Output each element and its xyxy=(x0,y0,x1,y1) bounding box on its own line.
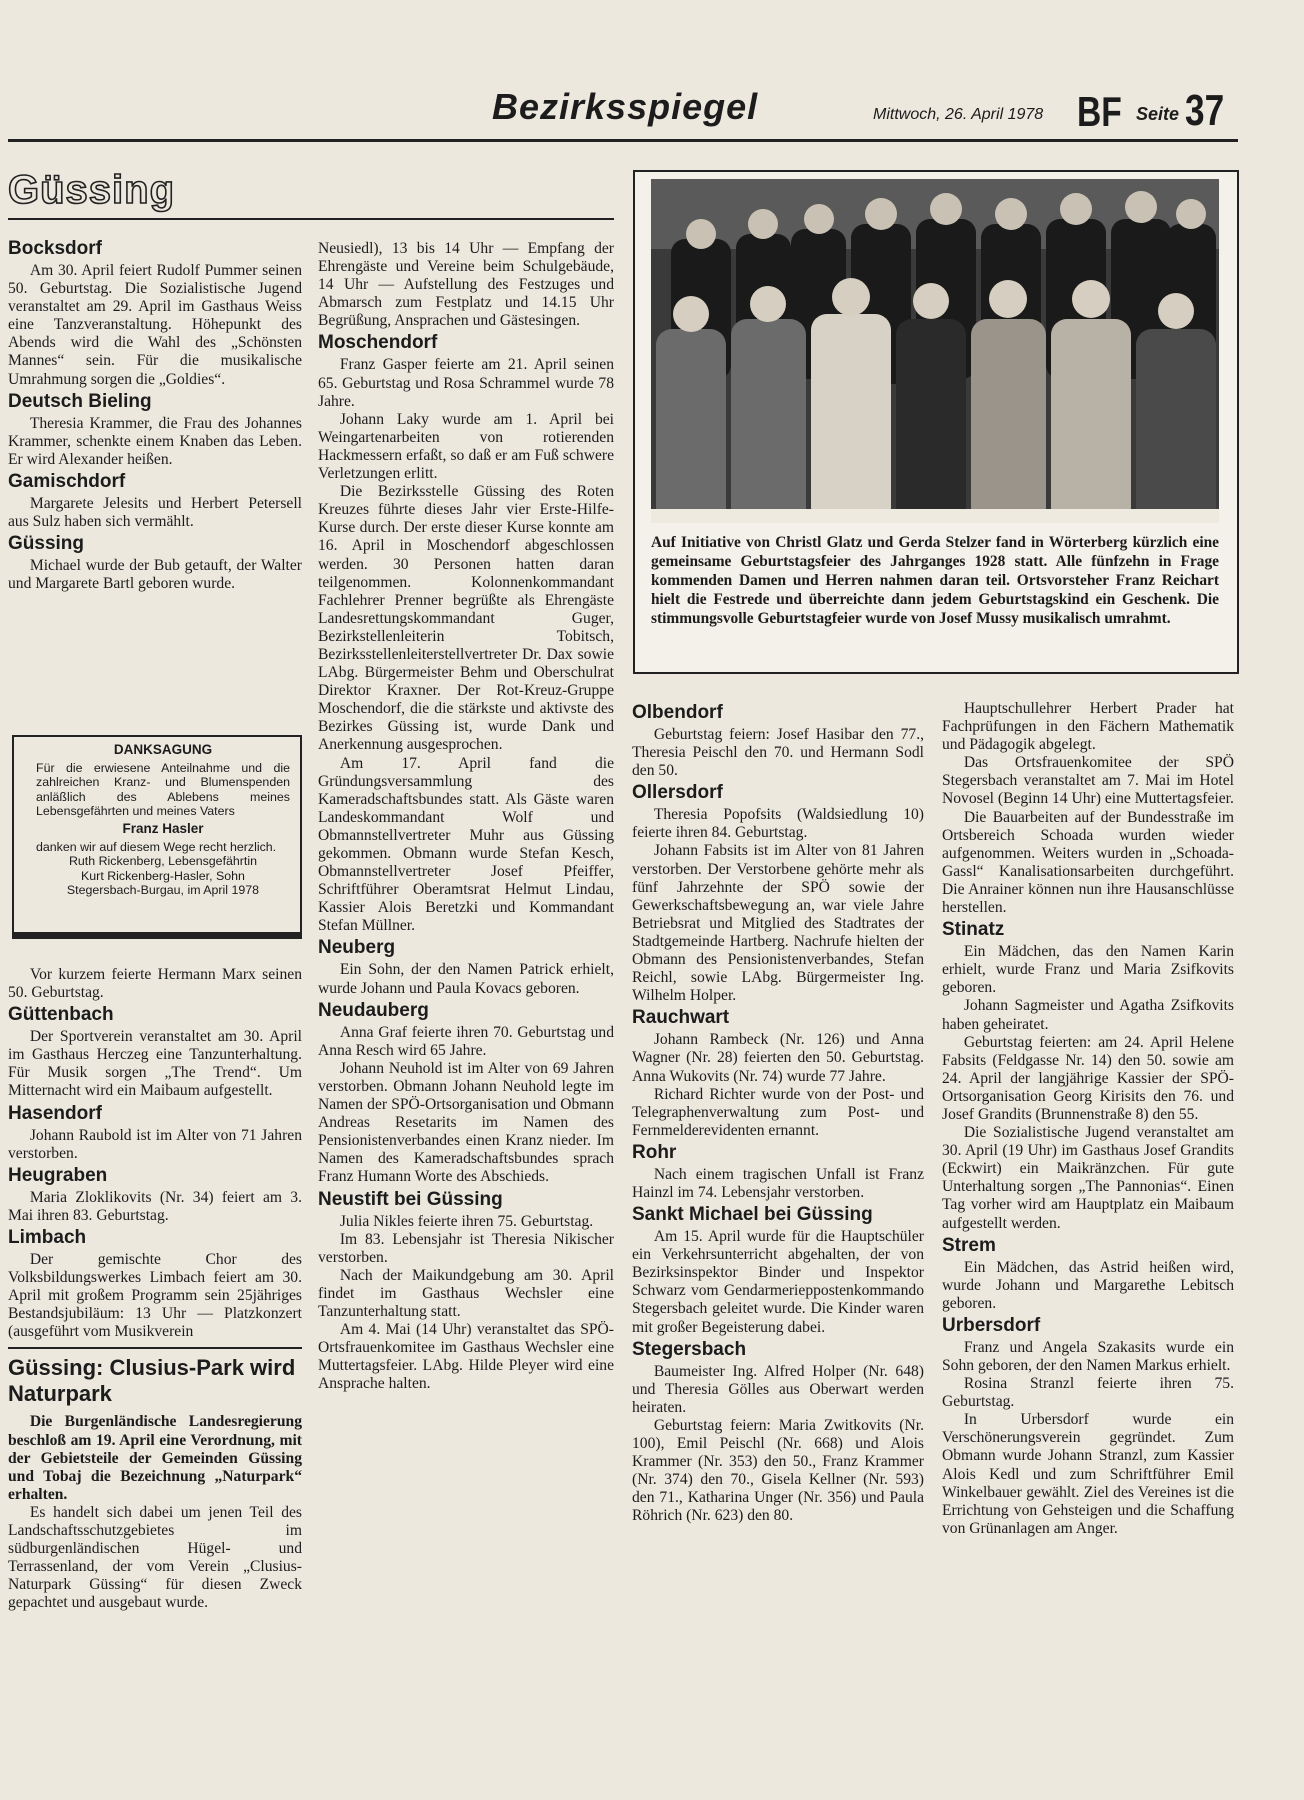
article-moschendorf-1: Franz Gasper feierte am 21. April seinen 65. Geburtstag und Rosa Schrammel wurde 78 Jahre. xyxy=(318,356,614,410)
article-stegersbach-1: Baumeister Ing. Alfred Holper (Nr. 648) und Theresia Gölles aus Oberwart werden heiraten. xyxy=(632,1362,924,1416)
article-stinatz-1: Ein Mädchen, das den Namen Karin erhielt, wurde Franz und Maria Zsifkovits geboren. xyxy=(942,943,1234,997)
column-3 xyxy=(632,700,924,1525)
heading-rohr: Rohr xyxy=(632,1141,677,1163)
article-stinatz-3: Geburtstag feierten: am 24. April Helene Fabsits (Feldgasse Nr. 14) den 50. sowie am 24. April der langjährige Kassier der SPÖ-Ortsorganisation Georg Kirisits den 76. und Josef Grandits (Brunnenstraße 8) den 55. xyxy=(942,1033,1234,1123)
heading-guessing: Güssing xyxy=(8,533,85,555)
article-gamischdorf: Margarete Jelesits und Herbert Petersell aus Sulz haben sich vermählt. xyxy=(8,494,302,531)
danksagung-title: DANKSAGUNG xyxy=(113,742,213,757)
heading-gamischdorf: Gamischdorf xyxy=(8,470,126,492)
article-rauchwart-2: Richard Richter wurde von der Post- und Telegraphenverwaltung zum Post- und Fernmelderevidenten ernannt. xyxy=(632,1085,924,1139)
article-heugraben: Maria Zloklikovits (Nr. 34) feiert am 3. Mai ihren 83. Geburtstag. xyxy=(8,1188,302,1224)
page-number: 37 xyxy=(1185,86,1225,135)
heading-neustift: Neustift bei Güssing xyxy=(318,1188,503,1210)
heading-neuberg: Neuberg xyxy=(318,937,396,959)
heading-hasendorf: Hasendorf xyxy=(8,1102,102,1124)
heading-moschendorf: Moschendorf xyxy=(318,332,438,354)
article-rohr: Nach einem tragischen Unfall ist Franz Hainzl im 74. Lebensjahr verstorben. xyxy=(632,1165,924,1201)
headline-naturpark: Güssing: Clusius-Park wird Naturpark xyxy=(8,1355,296,1407)
heading-ollersdorf: Ollersdorf xyxy=(632,782,723,804)
headline-rule xyxy=(8,1347,302,1349)
article-olbendorf: Geburtstag feiern: Josef Hasibar den 77., Theresia Peischl den 70. und Hermann Sodl den 50. xyxy=(632,726,924,780)
section-title: Güssing xyxy=(8,168,176,212)
newspaper-logo: BF xyxy=(1077,88,1122,135)
article-moschendorf-3: Die Bezirksstelle Güssing des Roten Kreuzes führte dieses Jahr vier Erste-Hilfe-Kurse durch. Der erste dieser Kurse konnte am 16. April in Moschendorf abgeschlossen werden. 30 Personen hatten daran teilgenommen. Kolonnenkommandant Fachlehrer Prenner begrüßte als Ehrengäste Landesrettungskommandant Guger, Bezirkstellenleiterin Tobitsch, Bezirksstellenleiterstellvertreter Dr. Dax sowie LAbg. Bürgermeister Behm und Oberschulrat Direktor Kraxner. Der Rot-Kreuz-Gruppe Moschendorf, die die stärkste und aktivste des Bezirkes Güssing ist, wurde Dank und Anerkennung ausgesprochen. xyxy=(318,483,614,754)
column-1-upper xyxy=(8,236,302,593)
heading-stegersbach: Stegersbach xyxy=(632,1338,747,1360)
issue-date: Mittwoch, 26. April 1978 xyxy=(873,106,1044,123)
heading-urbersdorf: Urbersdorf xyxy=(942,1314,1041,1336)
article-ollersdorf-1: Theresia Popofsits (Waldsiedlung 10) feierte ihren 84. Geburtstag. xyxy=(632,806,924,842)
article-bauarbeiten: Die Bauarbeiten auf der Bundesstraße im Ortsbereich Schoada wurden wieder aufgenommen. Weiters wurden in „Schoada-Gassl“ Kanalisationsarbeiten durchgeführt. Die Anrainer können nun ihre Hausanschlüsse herstellen. xyxy=(942,808,1234,917)
heading-deutsch-bieling: Deutsch Bieling xyxy=(8,390,152,412)
article-guettenbach: Der Sportverein veranstaltet am 30. April im Gasthaus Herczeg eine Tanzunterhaltung. Für Musik sorgen „The Trend“. Um Mitternacht wird ein Maibaum aufgestellt. xyxy=(8,1028,302,1100)
section-title-rule xyxy=(8,218,614,220)
danksagung-signature-3: Stegersbach-Burgau, im April 1978 xyxy=(66,882,260,897)
heading-heugraben: Heugraben xyxy=(8,1164,108,1186)
article-stegersbach-2: Geburtstag feiern: Maria Zwitkovits (Nr. 100), Emil Peischl (Nr. 668) und Alois Krammer (Nr. 353) den 50., Franz Krammer (Nr. 374) den 70., Gisela Kellner (Nr. 593) den 71., Katharina Unger (Nr. 356) und Paula Röhrich (Nr. 623) den 80. xyxy=(632,1416,924,1525)
article-limbach: Der gemischte Chor des Volksbildungswerkes Limbach feiert am 30. April mit großem Programm sein 25jähriges Bestandsjubiläum: 13 Uhr — Platzkonzert (ausgeführt vom Musikverein xyxy=(8,1250,302,1341)
danksagung-text-2: danken wir auf diesem Wege recht herzlich. xyxy=(36,840,277,855)
article-urbersdorf-2: Rosina Stranzl feierte ihren 75. Geburtstag. xyxy=(942,1375,1234,1411)
article-strem: Ein Mädchen, das Astrid heißen wird, wurde Johann und Margarethe Lebitsch geboren. xyxy=(942,1258,1234,1312)
article-neustift-1: Julia Nikles feierte ihren 75. Geburtstag. xyxy=(339,1212,594,1230)
article-urbersdorf-1: Franz und Angela Szakasits wurde ein Sohn geboren, der den Namen Markus erhielt. xyxy=(942,1338,1234,1374)
header-rule xyxy=(8,139,1238,142)
heading-stinatz: Stinatz xyxy=(942,919,1005,941)
article-guessing: Michael wurde der Bub getauft, der Walter und Margarete Bartl geboren wurde. xyxy=(8,557,302,593)
article-ollersdorf-2: Johann Fabsits ist im Alter von 81 Jahren verstorben. Der Verstorbene gehörte mehr als fünf Jahrzehnte der SPÖ sowie der Gewerkschaftsbewegung an, war viele Jahre Betriebsrat und Mitglied des Stadtrates der Stadtgemeinde Hartberg. Nachrufe hielten der Obmann des Pensionistenverbandes, Stefan Reichl, sowie LAbg. Bürgermeister Ing. Wilhelm Holper. xyxy=(632,842,924,1005)
article-neustift-4: Am 4. Mai (14 Uhr) veranstaltet das SPÖ-Ortsfrauenkomitee im Gasthaus Wechsler eine Muttertagsfeier. LAbg. Hilde Pleyer wird eine Ansprache halten. xyxy=(318,1321,614,1393)
article-neudauberg-1: Anna Graf feierte ihren 70. Geburtstag und Anna Resch wird 65 Jahre. xyxy=(318,1023,614,1059)
danksagung-signature-2: Kurt Rickenberg-Hasler, Sohn xyxy=(81,868,245,883)
article-bocksdorf: Am 30. April feiert Rudolf Pummer seinen 50. Geburtstag. Die Sozialistische Jugend veranstaltet am 29. April im Gasthaus Weiss eine Tanzveranstaltung. Höhepunkt des Abends wird die Wahl des „Schönsten Mannes“ sein. Für die musikalische Umrahmung sorgen die „Goldies“. xyxy=(8,262,302,388)
article-neustift-3: Nach der Maikundgebung am 30. April findet im Gasthaus Wechsler eine Tanzunterhaltung statt. xyxy=(318,1266,614,1320)
heading-limbach: Limbach xyxy=(8,1226,87,1248)
article-prader: Hauptschullehrer Herbert Prader hat Fachprüfungen in den Fächern Mathematik und Pädagogik abgelegt. xyxy=(942,700,1234,754)
article-rauchwart-1: Johann Rambeck (Nr. 126) und Anna Wagner (Nr. 28) feierten den 50. Geburtstag. Anna Wukovits (Nr. 74) wurde 77 Jahre. xyxy=(632,1031,924,1085)
article-ortsfrauenkomitee: Das Ortsfrauenkomitee der SPÖ Stegersbach veranstaltet am 7. Mai im Hotel Novosel (Beginn 14 Uhr) eine Muttertagsfeier. xyxy=(942,754,1234,808)
column-2 xyxy=(318,240,614,1393)
article-limbach-continued: Neusiedl), 13 bis 14 Uhr — Empfang der Ehrengäste und Vereine beim Schulgebäude, 14 Uhr — Aufstellung des Festzuges und Abmarsch zum Festplatz und 14.15 Uhr Begrüßung, Ansprachen und Gästesingen. xyxy=(318,240,614,330)
article-stinatz-4: Die Sozialistische Jugend veranstaltet am 30. April (19 Uhr) im Gasthaus Josef Grandits (Eckwirt) ein Maikränzchen. Für gute Unterhaltung sorgen „The Pannonias“. Einen Tag vorher wird am Hauptplatz ein Maibaum aufgestellt werden. xyxy=(942,1124,1234,1232)
newspaper-section-title: Bezirksspiegel xyxy=(492,86,759,127)
column-4 xyxy=(942,700,1234,1538)
column-1-lower xyxy=(8,966,302,1612)
article-moschendorf-2: Johann Laky wurde am 1. April bei Weingartenarbeiten von rotierenden Hackmessern erfaßt, so daß er am Fuß schwere Verletzungen erlitt. xyxy=(318,410,614,483)
page-label: Seite xyxy=(1136,104,1180,124)
danksagung-text-1: Für die erwiesene Anteilnahme und die zahlreichen Kranz- und Blumenspenden anläßlich des Ablebens meines Lebensgefährten und meines Vaters xyxy=(36,761,290,818)
heading-guettenbach: Güttenbach xyxy=(8,1004,114,1026)
article-marx: Vor kurzem feierte Hermann Marx seinen 50. Geburtstag. xyxy=(8,966,302,1002)
danksagung-name: Franz Hasler xyxy=(122,821,204,837)
article-sankt-michael: Am 15. April wurde für die Hauptschüler ein Verkehrsunterricht abgehalten, der von Bezirksinspektor Binder und Inspektor Schwarz vom Gendarmerieppostenkommando Stegersbach geleitet wurde. Die Kinder waren mit großer Begeisterung dabei. xyxy=(632,1228,924,1336)
heading-neudauberg: Neudauberg xyxy=(318,999,429,1021)
danksagung-signature-1: Ruth Rickenberg, Lebensgefährtin xyxy=(68,854,258,869)
naturpark-body: Es handelt sich dabei um jenen Teil des Landschaftsschutzgebietes im südburgenländischen Hügel- und Terrassenland, der vom Verein „Clusius-Naturpark Güssing“ für diesen Zweck gepachtet und ausgebaut wurde. xyxy=(8,1503,302,1612)
heading-rauchwart: Rauchwart xyxy=(632,1007,730,1029)
article-hasendorf: Johann Raubold ist im Alter von 71 Jahren verstorben. xyxy=(8,1126,302,1162)
article-neustift-2: Im 83. Lebensjahr ist Theresia Nikischer verstorben. xyxy=(318,1230,614,1266)
heading-bocksdorf: Bocksdorf xyxy=(8,238,102,259)
heading-sankt-michael: Sankt Michael bei Güssing xyxy=(632,1204,873,1226)
danksagung-notice xyxy=(12,735,302,939)
group-photo xyxy=(651,179,1219,523)
photo-caption: Auf Initiative von Christl Glatz und Gerda Stelzer fand in Wörterberg kürzlich eine gemeinsame Geburtstagsfeier des Jahrganges 1928 statt. Alle fünfzehn in Frage kommenden Damen und Herren nahmen daran teil. Ortsvorsteher Franz Reichart hielt die Festrede und überreichte dann jedem Geburtstagskind ein Geschenk. Die stimmungsvolle Geburtstagfeier wurde von Josef Mussy musikalisch umrahmt. xyxy=(651,534,1219,627)
heading-strem: Strem xyxy=(942,1234,996,1256)
article-deutsch-bieling: Theresia Krammer, die Frau des Johannes Krammer, schenkte einem Knaben das Leben. Er wird Alexander heißen. xyxy=(8,414,302,468)
naturpark-lead: Die Burgenländische Landesregierung beschloß am 19. April eine Verordnung, mit der Gebietsteile der Gemeinden Güssing und Tobaj die Bezeichnung „Naturpark“ erhalten. xyxy=(8,1413,302,1503)
article-moschendorf-4: Am 17. April fand die Gründungsversammlung des Kameradschaftsbundes statt. Als Gäste waren Landeskommandant Wolf und Obmannstellvertreter Muhr aus Güssing gekommen. Obmann wurde Stefan Kesch, Obmannstellvertreter Josef Pfeiffer, Schriftführer Oberamtsrat Helmut Lindau, Kassier Alois Beretzki und Kommandant Stefan Müllner. xyxy=(318,754,614,935)
article-urbersdorf-3: In Urbersdorf wurde ein Verschönerungsverein gegründet. Zum Obmann wurde Johann Stranzl, zum Kassier Alois Kedl und zum Schriftführer Emil Winkelbauer gewählt. Ziel des Vereines ist die Errichtung von Gehsteigen und die Schaffung von Grünanlagen am Anger. xyxy=(942,1411,1234,1537)
article-neuberg: Ein Sohn, der den Namen Patrick erhielt, wurde Johann und Paula Kovacs geboren. xyxy=(318,961,614,997)
article-stinatz-2: Johann Sagmeister und Agatha Zsifkovits haben geheiratet. xyxy=(942,997,1234,1033)
article-neudauberg-2: Johann Neuhold ist im Alter von 69 Jahren verstorben. Obmann Johann Neuhold legte im Namen der SPÖ-Ortsorganisation und Obmann Andreas Resetarits im Namen des Pensionistenverbandes einen Kranz nieder. Im Namen des Kameradschaftsbundes sprach Franz Humann Worte des Abschieds. xyxy=(318,1059,614,1186)
heading-olbendorf: Olbendorf xyxy=(632,702,723,723)
